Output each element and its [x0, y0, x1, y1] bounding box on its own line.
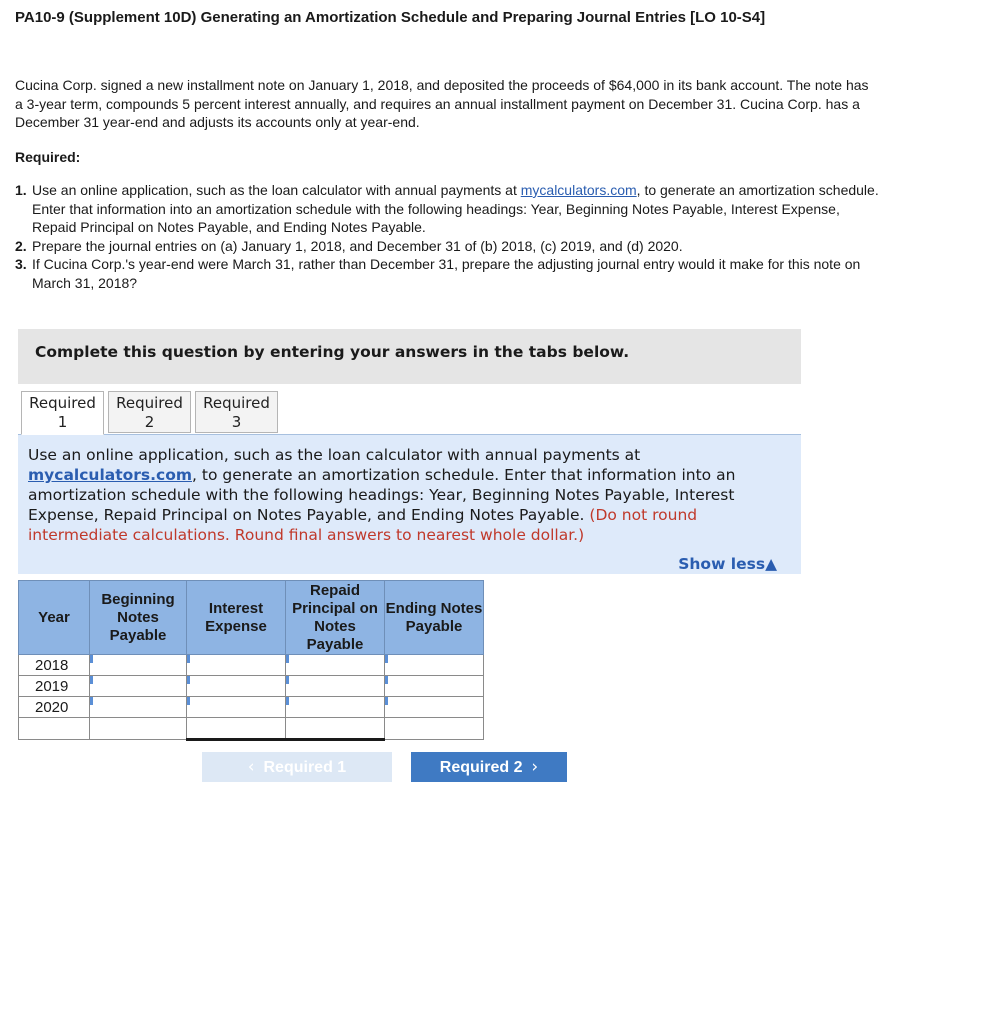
beginning-notes-payable-input[interactable] [90, 697, 187, 718]
header-year: Year [19, 581, 90, 655]
repaid-principal-input[interactable] [286, 697, 385, 718]
total-repaid-principal-input[interactable] [286, 718, 385, 740]
total-ending-cell [385, 718, 484, 740]
next-button-label: Required 2 [439, 759, 523, 776]
tab-label-number: 3 [231, 413, 242, 431]
year-cell: 2019 [19, 676, 90, 697]
repaid-principal-input[interactable] [286, 655, 385, 676]
tab-label-number: 1 [57, 413, 68, 431]
tab-required-2[interactable] [108, 391, 191, 433]
table-row-total [19, 718, 484, 740]
table-row-2020 [19, 697, 484, 718]
interest-expense-input[interactable] [187, 697, 286, 718]
tab-required-1[interactable] [21, 391, 104, 435]
chevron-right-icon: › [531, 757, 539, 777]
requirement-text: Use an online application, such as the loan calculator with annual payments at [32, 182, 521, 198]
mycalculators-link[interactable]: mycalculators.com [28, 466, 193, 484]
requirement-number: 2. [15, 237, 27, 254]
amortization-table [18, 580, 484, 741]
header-repaid-principal: Repaid Principal on Notes Payable [286, 581, 385, 655]
show-less-toggle[interactable]: Show less▲ [678, 555, 777, 573]
interest-expense-input[interactable] [187, 655, 286, 676]
requirement-item-1 [15, 181, 885, 237]
chevron-left-icon: ‹ [247, 757, 255, 777]
requirement-text: If Cucina Corp.'s year-end were March 31, rather than December 31, prepare the adjusting journal entry would it make for this note on March 31, 2018? [32, 256, 861, 291]
instructions-banner-text: Complete this question by entering your answers in the tabs below. [35, 343, 630, 361]
ending-notes-payable-input[interactable] [385, 676, 484, 697]
total-beginning-cell [90, 718, 187, 740]
problem-intro: Cucina Corp. signed a new installment note on January 1, 2018, and deposited the proceeds of $64,000 in its bank account. The note has a 3-year term, compounds 5 percent interest annually, and requires an annual installment payment on December 31. Cucina Corp. has a December 31 year-end and adjusts its accounts only at year-end. [15, 77, 869, 130]
tab-panel-required-1 [18, 434, 801, 574]
tab-required-3[interactable] [195, 391, 278, 433]
repaid-principal-input[interactable] [286, 676, 385, 697]
header-ending-notes-payable: Ending Notes Payable [385, 581, 484, 655]
mycalculators-link[interactable]: mycalculators.com [520, 182, 637, 198]
tab-label-number: 2 [144, 413, 155, 431]
requirements-list [15, 181, 885, 292]
panel-text: Use an online application, such as the loan calculator with annual payments at [28, 446, 641, 464]
year-cell: 2020 [19, 697, 90, 718]
requirement-number: 1. [15, 182, 27, 198]
requirement-text: Prepare the journal entries on (a) January 1, 2018, and December 31 of (b) 2018, (c) 2019, and (d) 2020. [32, 237, 683, 254]
panel-instructions [28, 445, 798, 545]
tab-label: Required [116, 394, 183, 412]
instructions-banner [18, 329, 801, 384]
header-beginning-notes-payable: Beginning Notes Payable [90, 581, 187, 655]
ending-notes-payable-input[interactable] [385, 655, 484, 676]
table-row-2019 [19, 676, 484, 697]
required-heading: Required: [15, 149, 81, 165]
beginning-notes-payable-input[interactable] [90, 676, 187, 697]
next-required-button[interactable] [411, 752, 567, 782]
requirement-item-2 [15, 237, 885, 256]
ending-notes-payable-input[interactable] [385, 697, 484, 718]
table-row-2018 [19, 655, 484, 676]
rounding-note: (Do not round intermediate calculations. Round final answers to nearest whole dollar.) [28, 506, 698, 544]
tab-label: Required [29, 394, 96, 412]
interest-expense-input[interactable] [187, 676, 286, 697]
requirement-item-3 [15, 255, 885, 292]
tab-label: Required [203, 394, 270, 412]
requirement-text: , to generate an amortization schedule. Enter that information into an amortization schedule with the following headings: Year, Beginning Notes Payable, Interest Expense, Repaid Principal on Notes Payable, and Ending Notes Payable. [32, 182, 879, 235]
previous-required-button [202, 752, 392, 782]
total-label-cell [19, 718, 90, 740]
problem-title: PA10-9 (Supplement 10D) Generating an Amortization Schedule and Preparing Journal Entries [LO 10-S4] [15, 9, 766, 26]
beginning-notes-payable-input[interactable] [90, 655, 187, 676]
year-cell: 2018 [19, 655, 90, 676]
total-interest-expense-input[interactable] [187, 718, 286, 740]
panel-text: , to generate an amortization schedule. Enter that information into an amortization schedule with the following headings: Year, Beginning Notes Payable, Interest Expense, Repaid Principal on Notes Payable, and Ending Notes Payable. [28, 466, 736, 524]
header-interest-expense: Interest Expense [187, 581, 286, 655]
previous-button-label: Required 1 [263, 759, 347, 776]
requirement-number: 3. [15, 256, 27, 272]
